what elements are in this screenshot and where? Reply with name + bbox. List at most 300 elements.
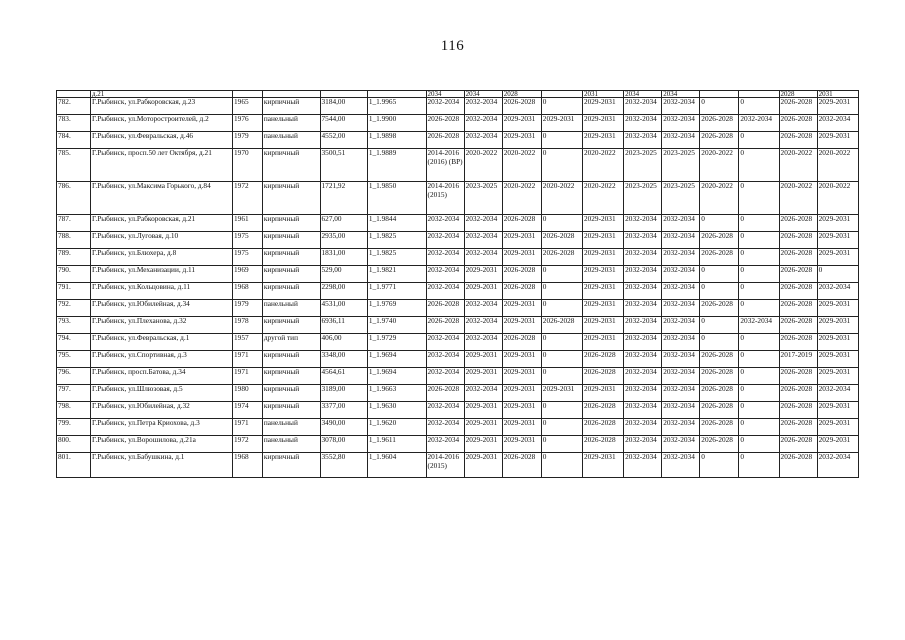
cell-period-7: 2032-2034 xyxy=(662,266,700,283)
cell-row-number: 789. xyxy=(57,249,91,266)
cell-address: Г.Рыбинск, ул.Бабушкина, д.1 xyxy=(90,453,232,478)
cell-row-number: 794. xyxy=(57,334,91,351)
cell-period-3: 2029-2031 xyxy=(502,317,541,334)
cell-period-10: 2026-2028 xyxy=(779,132,817,149)
cell-period-2: 2029-2031 xyxy=(464,266,502,283)
cell-address: Г.Рыбинск, ул.Февральская, д.46 xyxy=(90,132,232,149)
cell-area: 627,00 xyxy=(320,215,367,232)
cell-year-built: 1957 xyxy=(233,334,263,351)
cell-period-1: 2032-2034 xyxy=(426,98,464,115)
cell-row-number: 782. xyxy=(57,98,91,115)
cell-period-4: 2020-2022 xyxy=(541,182,582,215)
cell-period-11: 2029-2031 xyxy=(817,317,858,334)
cell-period-9: 0 xyxy=(739,334,779,351)
cell-period-4: 0 xyxy=(541,215,582,232)
cell-year-built: 1978 xyxy=(233,317,263,334)
cell-wall-material: кирпичный xyxy=(262,232,320,249)
cell-address: Г.Рыбинск, ул.Юбилейная, д.32 xyxy=(90,402,232,419)
cell-period-9: 0 xyxy=(739,436,779,453)
cell-area: 4531,00 xyxy=(320,300,367,317)
cell-period-10: 2028 xyxy=(779,91,817,98)
table-row xyxy=(57,232,859,249)
cell-period-8: 0 xyxy=(700,334,739,351)
cell-row-number: 798. xyxy=(57,402,91,419)
cell-period-6: 2032-2034 xyxy=(624,402,662,419)
cell-code: 1_1.9889 xyxy=(367,149,426,182)
cell-period-7: 2032-2034 xyxy=(662,351,700,368)
cell-period-5: 2029-2031 xyxy=(582,453,623,478)
cell-period-5: 2029-2031 xyxy=(582,132,623,149)
cell-period-10: 2026-2028 xyxy=(779,402,817,419)
cell-period-2: 2034 xyxy=(464,91,502,98)
table-row xyxy=(57,334,859,351)
cell-period-5: 2029-2031 xyxy=(582,249,623,266)
cell-code: 1_1.9663 xyxy=(367,385,426,402)
cell-period-3: 2029-2031 xyxy=(502,232,541,249)
cell-row-number: 787. xyxy=(57,215,91,232)
cell-period-1: 2032-2034 xyxy=(426,283,464,300)
cell-wall-material: кирпичный xyxy=(262,453,320,478)
cell-row-number: 783. xyxy=(57,115,91,132)
cell-area: 4552,00 xyxy=(320,132,367,149)
cell-period-11: 2029-2031 xyxy=(817,436,858,453)
cell-period-2: 2029-2031 xyxy=(464,453,502,478)
cell-period-2: 2029-2031 xyxy=(464,419,502,436)
cell-address: Г.Рыбинск, ул.Блюхера, д.8 xyxy=(90,249,232,266)
cell-period-3: 2026-2028 xyxy=(502,215,541,232)
cell-period-10: 2026-2028 xyxy=(779,266,817,283)
cell-period-4: 0 xyxy=(541,453,582,478)
cell-wall-material: панельный xyxy=(262,115,320,132)
cell-period-2: 2029-2031 xyxy=(464,368,502,385)
cell-period-4: 0 xyxy=(541,132,582,149)
cell-period-6: 2032-2034 xyxy=(624,334,662,351)
cell-address: Г.Рыбинск, ул.Плеханова, д.32 xyxy=(90,317,232,334)
cell-wall-material: кирпичный xyxy=(262,402,320,419)
cell-period-2: 2032-2034 xyxy=(464,232,502,249)
cell-period-6: 2032-2034 xyxy=(624,351,662,368)
cell-period-1: 2034 xyxy=(426,91,464,98)
cell-period-11: 2029-2031 xyxy=(817,334,858,351)
cell-code: 1_1.9729 xyxy=(367,334,426,351)
cell-period-8: 2026-2028 xyxy=(700,232,739,249)
cell-period-9: 2032-2034 xyxy=(739,317,779,334)
cell-row-number: 801. xyxy=(57,453,91,478)
cell-period-9: 0 xyxy=(739,132,779,149)
cell-period-8: 0 xyxy=(700,283,739,300)
cell-period-11: 2029-2031 xyxy=(817,368,858,385)
cell-period-6: 2032-2034 xyxy=(624,232,662,249)
cell-wall-material: панельный xyxy=(262,300,320,317)
cell-area: 7544,00 xyxy=(320,115,367,132)
table-row xyxy=(57,249,859,266)
cell-period-1: 2026-2028 xyxy=(426,300,464,317)
cell-period-3: 2026-2028 xyxy=(502,283,541,300)
cell-period-6: 2032-2034 xyxy=(624,115,662,132)
cell-period-10: 2026-2028 xyxy=(779,98,817,115)
cell-period-5: 2029-2031 xyxy=(582,215,623,232)
cell-period-6: 2032-2034 xyxy=(624,300,662,317)
cell-period-2: 2032-2034 xyxy=(464,249,502,266)
cell-period-2: 2032-2034 xyxy=(464,132,502,149)
cell-period-7: 2034 xyxy=(662,91,700,98)
cell-wall-material: другой тип xyxy=(262,334,320,351)
cell-year-built: 1968 xyxy=(233,453,263,478)
cell-period-2: 2032-2034 xyxy=(464,300,502,317)
cell-period-8: 2026-2028 xyxy=(700,402,739,419)
cell-period-9: 0 xyxy=(739,232,779,249)
cell-period-9: 0 xyxy=(739,385,779,402)
cell-period-4: 0 xyxy=(541,300,582,317)
cell-period-7: 2023-2025 xyxy=(662,149,700,182)
cell-period-7: 2032-2034 xyxy=(662,249,700,266)
cell-period-4: 2029-2031 xyxy=(541,385,582,402)
cell-area: 3078,00 xyxy=(320,436,367,453)
cell-area: 3500,51 xyxy=(320,149,367,182)
cell-year-built: 1971 xyxy=(233,351,263,368)
cell-period-5: 2029-2031 xyxy=(582,300,623,317)
cell-period-8: 2026-2028 xyxy=(700,436,739,453)
cell-period-8: 2026-2028 xyxy=(700,115,739,132)
cell-period-1: 2032-2034 xyxy=(426,351,464,368)
cell-period-3: 2020-2022 xyxy=(502,149,541,182)
cell-period-5: 2029-2031 xyxy=(582,98,623,115)
cell-address: Г.Рыбинск, просп.Батова, д.34 xyxy=(90,368,232,385)
cell-period-1: 2032-2034 xyxy=(426,402,464,419)
cell-period-6: 2032-2034 xyxy=(624,98,662,115)
cell-period-11: 2032-2034 xyxy=(817,283,858,300)
cell-code: 1_1.9821 xyxy=(367,266,426,283)
cell-code xyxy=(367,91,426,98)
cell-row-number: 799. xyxy=(57,419,91,436)
cell-period-9 xyxy=(739,91,779,98)
cell-period-10: 2026-2028 xyxy=(779,419,817,436)
cell-period-3: 2026-2028 xyxy=(502,98,541,115)
cell-period-1: 2026-2028 xyxy=(426,115,464,132)
cell-period-11: 2029-2031 xyxy=(817,215,858,232)
cell-period-4: 0 xyxy=(541,334,582,351)
cell-period-10: 2026-2028 xyxy=(779,368,817,385)
cell-row-number: 784. xyxy=(57,132,91,149)
cell-period-4: 0 xyxy=(541,283,582,300)
cell-code: 1_1.9630 xyxy=(367,402,426,419)
cell-period-2: 2029-2031 xyxy=(464,351,502,368)
cell-period-2: 2032-2034 xyxy=(464,98,502,115)
table-row xyxy=(57,91,859,98)
cell-period-6: 2032-2034 xyxy=(624,368,662,385)
table-row xyxy=(57,402,859,419)
cell-address: Г.Рыбинск, ул.Луговая, д.10 xyxy=(90,232,232,249)
table-body xyxy=(57,91,859,478)
cell-period-8: 2026-2028 xyxy=(700,385,739,402)
cell-period-4: 2026-2028 xyxy=(541,232,582,249)
cell-year-built: 1976 xyxy=(233,115,263,132)
cell-year-built: 1975 xyxy=(233,232,263,249)
cell-period-8: 2026-2028 xyxy=(700,368,739,385)
cell-period-10: 2026-2028 xyxy=(779,385,817,402)
table-row xyxy=(57,132,859,149)
cell-period-4: 0 xyxy=(541,98,582,115)
cell-period-8: 2026-2028 xyxy=(700,249,739,266)
housing-repair-schedule-table xyxy=(56,90,859,478)
cell-period-2: 2032-2034 xyxy=(464,334,502,351)
cell-code: 1_1.9844 xyxy=(367,215,426,232)
cell-period-9: 0 xyxy=(739,368,779,385)
table-row xyxy=(57,436,859,453)
cell-wall-material: панельный xyxy=(262,132,320,149)
cell-period-10: 2026-2028 xyxy=(779,283,817,300)
cell-address: Г.Рыбинск, ул.Февральская, д.1 xyxy=(90,334,232,351)
cell-period-8: 0 xyxy=(700,98,739,115)
cell-wall-material: кирпичный xyxy=(262,283,320,300)
cell-period-5: 2029-2031 xyxy=(582,232,623,249)
cell-period-3: 2029-2031 xyxy=(502,115,541,132)
cell-period-4: 0 xyxy=(541,149,582,182)
cell-period-7: 2032-2034 xyxy=(662,317,700,334)
cell-year-built: 1979 xyxy=(233,132,263,149)
cell-area: 3552,80 xyxy=(320,453,367,478)
cell-address: Г.Рыбинск, ул.Ворошилова, д.21а xyxy=(90,436,232,453)
cell-period-10: 2026-2028 xyxy=(779,300,817,317)
table-row xyxy=(57,419,859,436)
cell-period-11: 2031 xyxy=(817,91,858,98)
cell-period-9: 0 xyxy=(739,249,779,266)
cell-code: 1_1.9694 xyxy=(367,368,426,385)
cell-period-7: 2032-2034 xyxy=(662,132,700,149)
table-row xyxy=(57,266,859,283)
cell-period-2: 2032-2034 xyxy=(464,385,502,402)
cell-period-1: 2032-2034 xyxy=(426,266,464,283)
cell-period-3: 2029-2031 xyxy=(502,132,541,149)
cell-period-1: 2014-2016 (2015) xyxy=(426,182,464,215)
cell-year-built: 1971 xyxy=(233,419,263,436)
cell-period-6: 2023-2025 xyxy=(624,149,662,182)
cell-period-5: 2026-2028 xyxy=(582,419,623,436)
cell-area: 3377,00 xyxy=(320,402,367,419)
cell-period-7: 2023-2025 xyxy=(662,182,700,215)
cell-year-built: 1969 xyxy=(233,266,263,283)
cell-period-4: 0 xyxy=(541,419,582,436)
cell-area: 1721,92 xyxy=(320,182,367,215)
cell-period-10: 2026-2028 xyxy=(779,453,817,478)
cell-address: Г.Рыбинск, ул.Петра Криохова, д.3 xyxy=(90,419,232,436)
cell-period-1: 2026-2028 xyxy=(426,385,464,402)
cell-period-11: 2029-2031 xyxy=(817,402,858,419)
cell-row-number: 788. xyxy=(57,232,91,249)
cell-wall-material xyxy=(262,91,320,98)
cell-period-10: 2026-2028 xyxy=(779,249,817,266)
cell-code: 1_1.9740 xyxy=(367,317,426,334)
cell-period-6: 2032-2034 xyxy=(624,132,662,149)
cell-period-9: 0 xyxy=(739,283,779,300)
cell-period-7: 2032-2034 xyxy=(662,368,700,385)
cell-period-8: 0 xyxy=(700,317,739,334)
cell-area: 1831,00 xyxy=(320,249,367,266)
table-row xyxy=(57,317,859,334)
cell-wall-material: кирпичный xyxy=(262,385,320,402)
table-row xyxy=(57,98,859,115)
cell-period-1: 2032-2034 xyxy=(426,215,464,232)
cell-period-6: 2032-2034 xyxy=(624,317,662,334)
cell-period-7: 2032-2034 xyxy=(662,215,700,232)
cell-period-8: 2026-2028 xyxy=(700,419,739,436)
cell-area xyxy=(320,91,367,98)
cell-period-11: 2029-2031 xyxy=(817,419,858,436)
cell-wall-material: кирпичный xyxy=(262,351,320,368)
cell-area: 3490,00 xyxy=(320,419,367,436)
cell-year-built: 1974 xyxy=(233,402,263,419)
cell-period-8: 2020-2022 xyxy=(700,182,739,215)
cell-period-3: 2029-2031 xyxy=(502,368,541,385)
cell-period-1: 2014-2016 (2015) xyxy=(426,453,464,478)
cell-period-11: 2032-2034 xyxy=(817,453,858,478)
cell-code: 1_1.9900 xyxy=(367,115,426,132)
cell-period-9: 0 xyxy=(739,351,779,368)
cell-period-11: 2029-2031 xyxy=(817,249,858,266)
cell-period-11: 2029-2031 xyxy=(817,132,858,149)
cell-row-number: 786. xyxy=(57,182,91,215)
cell-period-6: 2032-2034 xyxy=(624,436,662,453)
cell-address: Г.Рыбинск, ул.Моторостроителей, д.2 xyxy=(90,115,232,132)
cell-period-10: 2026-2028 xyxy=(779,232,817,249)
cell-wall-material: панельный xyxy=(262,436,320,453)
cell-period-3: 2029-2031 xyxy=(502,300,541,317)
cell-period-5: 2026-2028 xyxy=(582,436,623,453)
cell-wall-material: кирпичный xyxy=(262,98,320,115)
cell-period-5: 2026-2028 xyxy=(582,402,623,419)
cell-period-6: 2032-2034 xyxy=(624,283,662,300)
cell-period-5: 2029-2031 xyxy=(582,334,623,351)
cell-area: 3184,00 xyxy=(320,98,367,115)
cell-period-5: 2020-2022 xyxy=(582,182,623,215)
cell-period-6: 2032-2034 xyxy=(624,249,662,266)
cell-period-3: 2026-2028 xyxy=(502,334,541,351)
cell-period-9: 0 xyxy=(739,402,779,419)
cell-wall-material: панельный xyxy=(262,419,320,436)
cell-row-number: 797. xyxy=(57,385,91,402)
cell-period-7: 2032-2034 xyxy=(662,334,700,351)
cell-year-built: 1968 xyxy=(233,283,263,300)
cell-period-11: 2020-2022 xyxy=(817,182,858,215)
cell-period-9: 0 xyxy=(739,300,779,317)
cell-period-9: 2032-2034 xyxy=(739,115,779,132)
cell-period-3: 2029-2031 xyxy=(502,249,541,266)
cell-period-9: 0 xyxy=(739,266,779,283)
cell-period-11: 2032-2034 xyxy=(817,385,858,402)
cell-period-7: 2032-2034 xyxy=(662,115,700,132)
cell-period-7: 2032-2034 xyxy=(662,283,700,300)
cell-period-8: 2026-2028 xyxy=(700,132,739,149)
cell-period-2: 2020-2022 xyxy=(464,149,502,182)
cell-period-9: 0 xyxy=(739,419,779,436)
table-row xyxy=(57,453,859,478)
cell-period-7: 2032-2034 xyxy=(662,419,700,436)
table-row xyxy=(57,215,859,232)
cell-row-number: 796. xyxy=(57,368,91,385)
cell-period-1: 2032-2034 xyxy=(426,368,464,385)
cell-period-3: 2020-2022 xyxy=(502,182,541,215)
cell-address: Г.Рыбинск, ул.Спортивная, д.3 xyxy=(90,351,232,368)
cell-code: 1_1.9769 xyxy=(367,300,426,317)
cell-period-5: 2029-2031 xyxy=(582,283,623,300)
cell-address: Г.Рыбинск, ул.Максима Горького, д.84 xyxy=(90,182,232,215)
cell-period-6: 2032-2034 xyxy=(624,419,662,436)
cell-period-8: 0 xyxy=(700,453,739,478)
cell-area: 406,00 xyxy=(320,334,367,351)
cell-year-built: 1980 xyxy=(233,385,263,402)
cell-year-built: 1972 xyxy=(233,436,263,453)
cell-period-11: 2020-2022 xyxy=(817,149,858,182)
cell-area: 529,00 xyxy=(320,266,367,283)
cell-period-10: 2017-2019 xyxy=(779,351,817,368)
cell-wall-material: кирпичный xyxy=(262,266,320,283)
cell-period-4: 0 xyxy=(541,402,582,419)
cell-period-10: 2026-2028 xyxy=(779,317,817,334)
cell-period-5: 2029-2031 xyxy=(582,266,623,283)
cell-wall-material: кирпичный xyxy=(262,368,320,385)
cell-period-2: 2029-2031 xyxy=(464,283,502,300)
cell-period-11: 2032-2034 xyxy=(817,115,858,132)
cell-code: 1_1.9604 xyxy=(367,453,426,478)
cell-area: 2935,00 xyxy=(320,232,367,249)
cell-period-1: 2014-2016 (2016) (ВР) xyxy=(426,149,464,182)
cell-period-6: 2034 xyxy=(624,91,662,98)
cell-period-4: 0 xyxy=(541,351,582,368)
cell-address: Г.Рыбинск, ул.Рабкоровская, д.23 xyxy=(90,98,232,115)
cell-period-8: 2026-2028 xyxy=(700,300,739,317)
cell-period-10: 2026-2028 xyxy=(779,215,817,232)
cell-period-1: 2032-2034 xyxy=(426,334,464,351)
cell-area: 3348,00 xyxy=(320,351,367,368)
cell-area: 6936,11 xyxy=(320,317,367,334)
cell-period-11: 2029-2031 xyxy=(817,351,858,368)
table-row xyxy=(57,283,859,300)
cell-period-6: 2032-2034 xyxy=(624,385,662,402)
cell-address: д.21 xyxy=(90,91,232,98)
cell-period-5: 2026-2028 xyxy=(582,368,623,385)
cell-period-2: 2023-2025 xyxy=(464,182,502,215)
cell-row-number: 791. xyxy=(57,283,91,300)
cell-period-7: 2032-2034 xyxy=(662,300,700,317)
cell-year-built: 1965 xyxy=(233,98,263,115)
cell-row-number: 793. xyxy=(57,317,91,334)
table-row xyxy=(57,149,859,182)
cell-period-11: 2029-2031 xyxy=(817,98,858,115)
cell-address: Г.Рыбинск, ул.Механизации, д.11 xyxy=(90,266,232,283)
cell-area: 4564,61 xyxy=(320,368,367,385)
table-row xyxy=(57,368,859,385)
cell-period-1: 2032-2034 xyxy=(426,436,464,453)
cell-year-built xyxy=(233,91,263,98)
cell-period-3: 2029-2031 xyxy=(502,419,541,436)
cell-period-5: 2029-2031 xyxy=(582,317,623,334)
cell-period-10: 2020-2022 xyxy=(779,149,817,182)
cell-period-10: 2020-2022 xyxy=(779,182,817,215)
cell-period-10: 2026-2028 xyxy=(779,115,817,132)
cell-code: 1_1.9850 xyxy=(367,182,426,215)
cell-year-built: 1972 xyxy=(233,182,263,215)
cell-period-10: 2026-2028 xyxy=(779,334,817,351)
cell-period-9: 0 xyxy=(739,453,779,478)
cell-code: 1_1.9611 xyxy=(367,436,426,453)
cell-period-3: 2026-2028 xyxy=(502,453,541,478)
table-row xyxy=(57,351,859,368)
cell-period-2: 2029-2031 xyxy=(464,402,502,419)
cell-period-4: 2026-2028 xyxy=(541,317,582,334)
cell-code: 1_1.9825 xyxy=(367,249,426,266)
cell-period-9: 0 xyxy=(739,182,779,215)
cell-row-number xyxy=(57,91,91,98)
